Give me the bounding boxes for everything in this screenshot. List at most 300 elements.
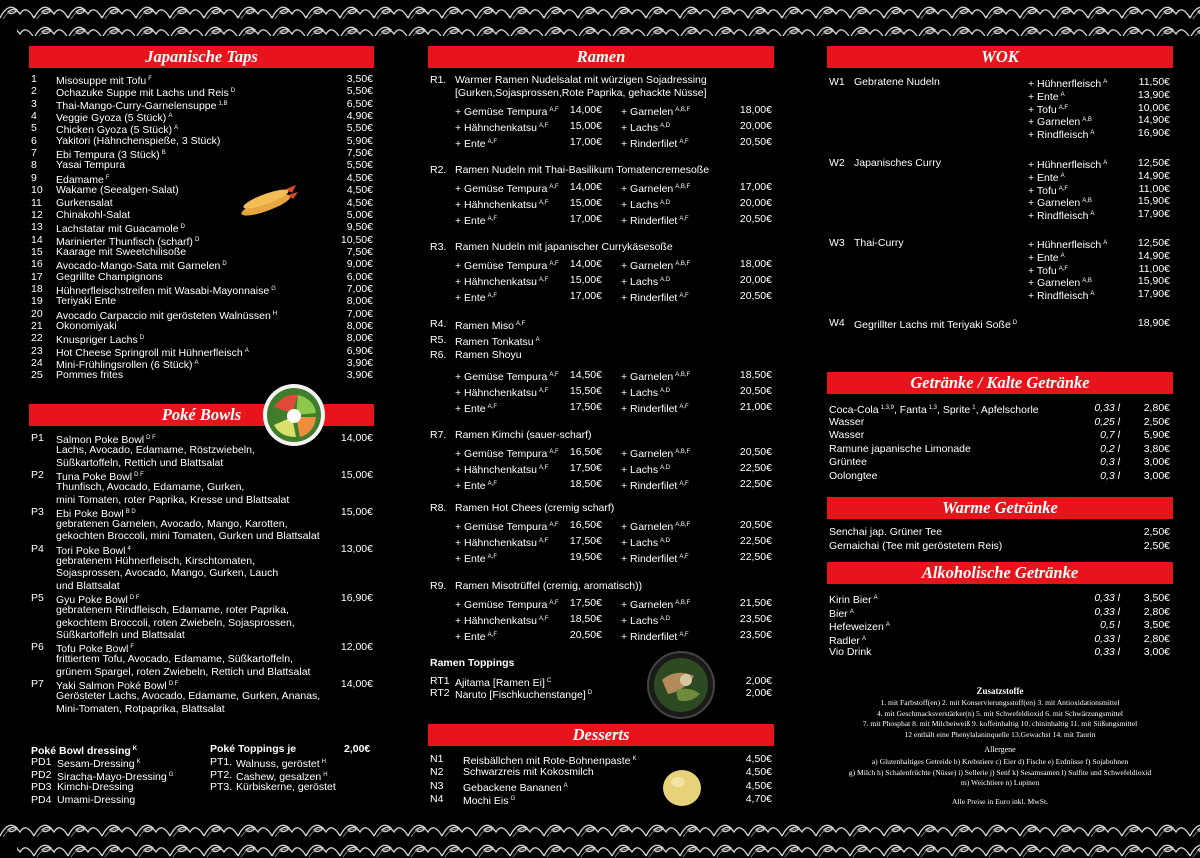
wok-name: Gebratene Nudeln: [854, 76, 940, 88]
zusatzstoffe-title: Zusatzstoffe: [976, 686, 1024, 696]
ramen-option: + Garnelen $^{A,B,F}$: [621, 447, 691, 460]
drink-price: 5,90€: [1143, 429, 1170, 441]
tap-name: Thai-Mango-Curry-Garnelensuppe $^{1,B}$: [56, 99, 228, 112]
toppings-price: 2,00€: [344, 743, 371, 755]
tap-name: Misosuppe mit Tofu $^F$: [56, 75, 152, 87]
section-warme-getraenke: Warme Getränke: [827, 497, 1173, 519]
tap-number: 14: [31, 233, 43, 246]
ramen-option-price: 20,50€: [569, 628, 602, 641]
section-ramen: Ramen: [428, 46, 774, 68]
ramen-option: + Gemüse Tempura $^{A,F}$: [455, 598, 559, 611]
tap-price: 4,50€: [346, 196, 373, 209]
tap-number: 2: [31, 85, 37, 98]
poke-price: 15,00€: [340, 468, 373, 481]
ramen-option-price: 15,00€: [569, 120, 602, 133]
wok-option-price: 10,00€: [1137, 101, 1170, 114]
wok-option-price: 11,00€: [1138, 182, 1170, 195]
ramen-option-price: 17,00€: [739, 181, 772, 193]
ramen-number: R2.: [430, 164, 447, 176]
poke-description: Lachs, Avocado, Edamame, Röstzwiebeln,: [56, 444, 255, 457]
tap-number: 17: [31, 270, 43, 283]
wok-option-price: 12,50€: [1137, 237, 1170, 249]
tap-price: 5,50€: [346, 122, 373, 135]
drink-name: Ramune japanische Limonade: [829, 442, 971, 455]
ramen-name: Ramen Shoyu: [455, 349, 522, 361]
poke-name: Ebi Poke Bowl $^{B D}$: [56, 507, 136, 520]
ramen-option-price: 16,50€: [569, 445, 602, 458]
dessert-number: N4: [430, 792, 444, 805]
ramen-option-price: 19,50€: [569, 550, 602, 563]
ramen-option: + Ente $^{A,F}$: [455, 403, 497, 416]
ramen-number: R5.: [430, 333, 447, 346]
poke-description: Süßkartoffeln und Blattsalat: [56, 628, 185, 641]
tap-name: Mini-Frühlingsrollen (6 Stück) $^A$: [56, 359, 199, 372]
ramen-option: + Rinderfilet $^{A,F}$: [621, 292, 689, 305]
tap-price: 4,90€: [346, 110, 373, 123]
ramen-option: + Garnelen $^{A,B,F}$: [621, 598, 691, 611]
poke-description: frittiertem Tofu, Avocado, Edamame, Süßkartoffeln,: [56, 653, 293, 666]
ramen-option-price: 18,00€: [739, 258, 772, 270]
tap-name: Ebi Tempura (3 Stück) $^B$: [56, 149, 166, 162]
section-japanische-taps: Japanische Taps: [29, 46, 374, 68]
ramen-option: + Gemüse Tempura $^{A,F}$: [455, 371, 559, 383]
tap-number: 11: [31, 196, 42, 209]
ramen-option-price: 20,50€: [739, 213, 772, 226]
allergene-line: a) Glutenhaltiges Getreide b) Krebstiere c) Eier d) Fische e) Erdnüsse f) Sojabohnen: [871, 757, 1129, 766]
ramen-option: + Lachs $^{A,D}$: [621, 122, 671, 135]
tap-name: Yasai Tempura: [56, 159, 126, 172]
wok-option-price: 12,50€: [1137, 157, 1170, 169]
poke-number: P4: [31, 542, 44, 555]
tempura-image: [236, 183, 300, 223]
ramen-option-price: 20,50€: [739, 385, 772, 398]
wok-option-price: 13,90€: [1137, 88, 1170, 101]
tap-price: 6,00€: [346, 270, 373, 283]
drink-price: 2,80€: [1143, 632, 1170, 645]
poke-price: 16,90€: [340, 591, 373, 604]
ramen-option: + Hähnchenkatsu $^{A,F}$: [455, 387, 549, 400]
tap-price: 6,90€: [346, 344, 373, 357]
ramen-option-price: 17,00€: [569, 290, 602, 303]
drink-name: Senchai jap. Grüner Tee: [829, 526, 943, 538]
ramen-number: R1.: [430, 74, 447, 86]
poke-number: P5: [31, 591, 44, 604]
drink-price: 2,50€: [1143, 539, 1170, 552]
wok-option-price: 14,90€: [1137, 249, 1170, 262]
wok-option-price: 11,50€: [1138, 76, 1170, 88]
poke-description: und Blattsalat: [56, 579, 120, 592]
drink-name: Hefeweizen $^A$: [829, 621, 890, 633]
tap-price: 7,50€: [346, 147, 373, 160]
topping-name: Cashew, gesalzen $^H$: [236, 770, 328, 783]
dessert-number: N2: [430, 766, 444, 779]
tap-price: 5,50€: [346, 159, 373, 172]
ramen-option: + Gemüse Tempura $^{A,F}$: [455, 106, 559, 118]
ramen-option: + Rinderfilet $^{A,F}$: [621, 630, 689, 643]
tap-price: 6,50€: [346, 97, 373, 110]
drink-volume: 0,3 l: [1100, 469, 1120, 482]
drink-price: 2,50€: [1143, 526, 1170, 538]
ramen-option-price: 14,50€: [569, 369, 602, 381]
tap-name: Hühnerfleischstreifen mit Wasabi-Mayonnaise $^G$: [56, 284, 276, 297]
drink-name: Gemaichai (Tee mit geröstetem Reis): [829, 539, 1003, 552]
ramen-number: R7.: [430, 429, 447, 441]
dressing-number: PD3: [31, 781, 52, 794]
tap-number: 4: [31, 110, 37, 123]
ramen-option: + Rinderfilet $^{A,F}$: [621, 479, 689, 492]
tap-price: 3,90€: [346, 357, 373, 370]
ramen-topping-name: Ajitama [Ramen Ei] $^C$: [455, 677, 552, 689]
poke-name: Tori Poke Bowl $^4$: [56, 544, 131, 557]
ramen-option-price: 20,00€: [739, 197, 772, 210]
dressing-title-sup: K: [132, 746, 138, 752]
poke-name: Tofu Poke Bowl $^F$: [56, 643, 135, 656]
poke-description: Süßkartoffeln, Rettich und Blattsalat: [56, 456, 224, 469]
tap-price: 10,50€: [340, 233, 373, 246]
tap-price: 5,90€: [346, 134, 373, 147]
dressing-number: PD2: [31, 768, 52, 781]
tap-price: 5,00€: [346, 208, 373, 221]
ramen-option-price: 16,50€: [569, 518, 602, 531]
poke-price: 15,00€: [340, 505, 373, 518]
wave-border-top: [0, 0, 1200, 40]
ramen-option: + Rinderfilet $^{A,F}$: [621, 403, 689, 416]
wok-option: + Rindfleisch $^A$: [1028, 210, 1095, 223]
wok4-sup: D: [1012, 320, 1018, 326]
tap-number: 18: [31, 282, 43, 295]
wok-option-price: 17,90€: [1137, 208, 1170, 221]
drink-volume: 0,33 l: [1094, 402, 1120, 414]
dessert-number: N3: [430, 779, 444, 792]
ramen-option-price: 20,50€: [739, 445, 772, 458]
section-poke-bowls: Poké Bowls: [29, 404, 374, 426]
drink-price: 2,80€: [1143, 402, 1170, 414]
ramen-option-price: 20,00€: [739, 274, 772, 287]
drink-name: Radler $^A$: [829, 634, 866, 647]
tap-name: Pommes frites: [56, 369, 124, 382]
tap-number: 3: [31, 97, 37, 110]
tap-number: 20: [31, 307, 43, 320]
ramen-topping-number: RT1: [430, 675, 450, 687]
dessert-name: Reisbällchen mit Rote-Bohnenpaste $^K$: [463, 755, 637, 767]
tap-name: Chinakohl-Salat: [56, 208, 131, 221]
zusatzstoff-line: 1. mit Farbstoff(en) 2. mit Konservierungsstoff(en) 3. mit Antioxidationsmittel: [880, 698, 1120, 707]
dressing-number: PD1: [31, 756, 52, 768]
dessert-name: Mochi Eis $^G$: [463, 794, 516, 807]
tap-number: 1: [31, 73, 37, 85]
dressing-name: Sesam-Dressing $^K$: [57, 758, 141, 770]
drink-volume: 0,25 l: [1094, 415, 1120, 428]
tap-price: 7,50€: [346, 245, 373, 258]
tap-price: 5,50€: [346, 85, 373, 98]
ramen-option-price: 23,50€: [739, 612, 772, 625]
zusatzstoff-line: 12 enthält eine Phenylalaninquelle 13.Gewachst 14. mit Taurin: [904, 729, 1096, 739]
drink-volume: 0,7 l: [1100, 429, 1120, 441]
tap-name: Lachstatar mit Guacamole $^D$: [56, 223, 185, 236]
ramen-option-price: 20,50€: [739, 290, 772, 303]
poke-name: Gyu Poke Bowl $^{D F}$: [56, 593, 140, 606]
ramen-option-price: 17,50€: [569, 461, 602, 474]
wok-option: + Rindfleisch $^A$: [1028, 290, 1095, 303]
wok4-name: Gegrillter Lachs mit Teriyaki Soße: [854, 319, 1011, 331]
ramen-number: R4.: [430, 318, 447, 330]
dessert-name: Schwarzreis mit Kokosmilch: [463, 766, 594, 779]
ramen-option: + Garnelen $^{A,B,F}$: [621, 183, 691, 195]
drink-volume: 0,33 l: [1094, 632, 1120, 645]
wok-option-price: 14,90€: [1137, 114, 1170, 127]
tap-price: 4,50€: [346, 171, 373, 184]
ramen-option: + Ente $^{A,F}$: [455, 292, 497, 305]
ramen-option-price: 18,00€: [739, 104, 772, 116]
poke-number: P6: [31, 641, 44, 654]
ramen-name: Ramen Hot Chees (cremig scharf): [455, 502, 615, 514]
wok-option-price: 16,90€: [1137, 127, 1170, 140]
poke-number: P2: [31, 468, 44, 481]
tap-number: 7: [31, 147, 37, 160]
tap-name: Okonomiyaki: [56, 320, 117, 332]
ramen-option-price: 18,50€: [569, 477, 602, 490]
ramen-number: R9.: [430, 580, 447, 592]
ramen-option: + Ente $^{A,F}$: [455, 138, 497, 151]
ramen-option: + Garnelen $^{A,B,F}$: [621, 106, 691, 118]
dressing-name: Siracha-Mayo-Dressing $^G$: [57, 770, 174, 783]
ramen-topping-price: 2,00€: [745, 687, 772, 700]
poke-description: gebratenen Garnelen, Avocado, Mango, Karotten,: [56, 518, 288, 531]
ramen-option-price: 14,00€: [569, 181, 602, 193]
dressing-title: Poké Bowl dressing: [31, 745, 131, 757]
dressing-number: PD4: [31, 793, 52, 806]
tap-name: Marinierter Thunfisch (scharf) $^D$: [56, 235, 200, 248]
ramen-option: + Hähnchenkatsu $^{A,F}$: [455, 614, 549, 627]
tap-number: 6: [31, 134, 37, 147]
tap-number: 12: [31, 208, 43, 221]
ramen-topping-name: Naruto [Fischkuchenstange] $^D$: [455, 689, 593, 702]
tap-price: 8,00€: [346, 332, 373, 345]
wok-option-price: 14,90€: [1137, 169, 1170, 182]
drink-price: 2,80€: [1143, 605, 1170, 618]
poke-description: gekochten Broccoli, mini Tomaten, Gurken und Blattsalat: [56, 530, 320, 543]
wok-option: + Tofu $^{A,F}$: [1028, 184, 1069, 197]
drink-volume: 0,33 l: [1094, 592, 1120, 604]
ramen-option: + Hähnchenkatsu $^{A,F}$: [455, 463, 549, 476]
dessert-price: 4,50€: [745, 753, 772, 765]
dessert-number: N1: [430, 753, 444, 765]
drink-price: 3,00€: [1143, 469, 1170, 482]
drink-volume: 0,3 l: [1100, 456, 1120, 468]
poke-description: gebratenem Rindfleisch, Edamame, roter Paprika,: [56, 604, 289, 617]
drink-volume: 0,33 l: [1094, 605, 1120, 618]
ramen-option-price: 22,50€: [739, 477, 772, 490]
tap-name: Hot Cheese Springroll mit Hühnerfleisch $^A$: [56, 346, 249, 359]
tap-number: 24: [31, 357, 43, 370]
ramen-option: + Garnelen $^{A,B,F}$: [621, 371, 691, 383]
tap-name: Gegrillte Champignons: [56, 270, 163, 283]
ramen-option-price: 18,50€: [739, 369, 772, 381]
wok-option: + Hühnerfleisch $^A$: [1028, 239, 1108, 251]
wok-option: + Garnelen $^{A,B}$: [1028, 116, 1092, 129]
ramen-option: + Rinderfilet $^{A,F}$: [621, 215, 689, 228]
drink-price: 3,50€: [1143, 592, 1170, 604]
wok-name: Japanisches Curry: [854, 157, 941, 169]
tap-name: Gurkensalat: [56, 196, 113, 209]
ramen-topping-number: RT2: [430, 687, 450, 700]
tap-name: Kaarage mit Sweetchilisoße: [56, 245, 187, 258]
ramen-number: R6.: [430, 349, 447, 361]
wok-option: + Tofu $^{A,F}$: [1028, 103, 1069, 116]
section-alkoholische-getraenke: Alkoholische Getränke: [827, 562, 1173, 584]
drink-volume: 0,5 l: [1100, 619, 1120, 631]
poke-description: gekochtem Broccoli, roten Zwiebeln, Sojasprossen,: [56, 616, 295, 629]
drink-name: Vio Drink: [829, 646, 872, 658]
toppings-title: Poké Toppings je: [210, 743, 297, 755]
allergene-line: m) Weichtiere n) Lupinen: [960, 778, 1040, 788]
tap-price: 8,00€: [346, 320, 373, 332]
poke-price: 13,00€: [340, 542, 373, 555]
tap-name: Veggie Gyoza (5 Stück) $^A$: [56, 112, 173, 125]
tap-name: Avocado Carpaccio mit gerösteten Walnüssen $^H$: [56, 309, 278, 322]
wok-option: + Garnelen $^{A,B}$: [1028, 277, 1092, 290]
ramen-option-price: 17,00€: [569, 136, 602, 149]
wok-option: + Garnelen $^{A,B}$: [1028, 197, 1092, 210]
zusatzstoff-line: 7. mit Phosphat 8. mit Milcheiweiß 9. koffeinhaltig 10. chininhaltig 11. mit Süßungsmittel: [862, 719, 1138, 729]
poke-name: Salmon Poke Bowl $^{D F}$: [56, 434, 156, 446]
drink-price: 3,00€: [1143, 646, 1170, 658]
wok-name: Thai-Curry: [854, 237, 904, 249]
ramen-option-price: 15,50€: [569, 385, 602, 398]
poke-name: Tuna Poke Bowl $^{D F}$: [56, 470, 144, 483]
ramen-option-price: 17,50€: [569, 534, 602, 547]
mochi-image: [660, 766, 704, 810]
tap-number: 10: [31, 184, 43, 197]
ramen-option-price: 14,00€: [569, 258, 602, 270]
allergene-line: g) Milch h) Schalenfrüchte (Nüsse) i) Sellerie j) Senf k) Sesamsamen l) Sulfite und Schwefeldioxid: [848, 767, 1152, 777]
poke-description: Mini-Tomaten, Rotpaprika, Blattsalat: [56, 702, 225, 715]
wok4-num: W4: [829, 317, 845, 329]
drink-name: Wasser: [829, 415, 865, 428]
tap-price: 9,00€: [346, 258, 373, 271]
poke-description: Gerösteter Lachs, Avocado, Edamame, Gurken, Ananas,: [56, 690, 321, 703]
ramen-option-price: 18,50€: [569, 612, 602, 625]
tap-number: 9: [31, 171, 37, 184]
ramen-option: + Lachs $^{A,D}$: [621, 536, 671, 549]
price-note: Alle Preise in Euro inkl. MwSt.: [952, 797, 1048, 806]
ramen-option: + Rinderfilet $^{A,F}$: [621, 138, 689, 151]
ramen-option-price: 17,00€: [569, 213, 602, 226]
topping-number: PT3.: [210, 781, 233, 794]
ramen-option: + Gemüse Tempura $^{A,F}$: [455, 183, 559, 195]
ramen-option-price: 23,50€: [739, 628, 772, 641]
ramen-option: + Lachs $^{A,D}$: [621, 614, 671, 627]
tap-name: Yakitori (Hähnchenspieße, 3 Stück): [56, 134, 221, 147]
tap-price: 7,00€: [346, 282, 373, 295]
ramen-name: Ramen Miso $^{A,F}$: [455, 320, 526, 332]
wok-number: W3: [829, 237, 845, 249]
tap-price: 9,50€: [346, 221, 373, 234]
ramen-option: + Lachs $^{A,D}$: [621, 463, 671, 476]
dressing-name: Umami-Dressing: [57, 793, 136, 806]
poke-description: grünem Spargel, roten Zwiebeln, Rettich und Blattsalat: [56, 665, 311, 678]
ramen-option-price: 22,50€: [739, 461, 772, 474]
ramen-option-price: 22,50€: [739, 534, 772, 547]
ramen-name: Ramen Nudeln mit Thai-Basilikum Tomatencremesoße: [455, 164, 710, 176]
poke-description: mini Tomaten, roter Paprika, Kresse und Blattsalat: [56, 493, 290, 506]
ramen-option: + Gemüse Tempura $^{A,F}$: [455, 520, 559, 533]
ramen-option: + Hähnchenkatsu $^{A,F}$: [455, 199, 549, 212]
tap-number: 13: [31, 221, 43, 234]
wok-option: + Ente $^A$: [1028, 171, 1065, 184]
topping-name: Kürbiskerne, geröstet: [236, 781, 336, 794]
section-desserts: Desserts: [428, 724, 774, 746]
tap-number: 15: [31, 245, 43, 258]
ramen-option: + Ente $^{A,F}$: [455, 552, 497, 565]
ramen-option: + Gemüse Tempura $^{A,F}$: [455, 260, 559, 272]
dessert-name: Gebackene Bananen $^A$: [463, 781, 568, 794]
tap-price: 4,50€: [346, 184, 373, 197]
drink-name: Coca-Cola $^{1,3,9}$, Fanta $^{1,3}$, Sprite $^1$, Apfelschorle: [829, 404, 1039, 416]
ramen-option: + Garnelen $^{A,B,F}$: [621, 520, 691, 533]
ramen-name: Warmer Ramen Nudelsalat mit würzigen Sojadressing: [455, 74, 707, 86]
dessert-price: 4,50€: [745, 766, 772, 779]
poke-description: Thunfisch, Avocado, Edamame, Gurken,: [56, 481, 245, 494]
drink-name: Wasser: [829, 429, 865, 441]
wok4-price: 18,90€: [1137, 317, 1170, 329]
tap-name: Chicken Gyoza (5 Stück) $^A$: [56, 124, 179, 137]
poke-price: 14,00€: [340, 432, 373, 444]
topping-name: Walnuss, geröstet $^H$: [236, 758, 326, 770]
tap-number: 22: [31, 332, 43, 345]
tap-name: Avocado-Mango-Sata mit Garnelen $^D$: [56, 260, 227, 273]
tap-number: 23: [31, 344, 43, 357]
wok-number: W1: [829, 76, 845, 88]
wok-option: + Hühnerfleisch $^A$: [1028, 78, 1108, 90]
tap-number: 16: [31, 258, 43, 271]
poke-name: Yaki Salmon Poké Bowl $^{D F}$: [56, 680, 179, 692]
wok-option-price: 17,90€: [1137, 288, 1170, 301]
tap-name: Wakame (Seealgen-Salat): [56, 184, 179, 197]
drink-price: 3,00€: [1143, 456, 1170, 468]
ramen-option: + Hähnchenkatsu $^{A,F}$: [455, 276, 549, 289]
wok-option: + Tofu $^{A,F}$: [1028, 264, 1069, 277]
ramen-option-price: 17,50€: [569, 596, 602, 609]
ramen-option-price: 14,00€: [569, 104, 602, 116]
ramen-option: + Hähnchenkatsu $^{A,F}$: [455, 122, 549, 135]
wok-option: + Ente $^A$: [1028, 251, 1065, 264]
tap-name: Teriyaki Ente: [56, 295, 117, 308]
drink-price: 2,50€: [1143, 415, 1170, 428]
tap-number: 21: [31, 320, 43, 332]
ramen-option-price: 21,50€: [739, 596, 772, 609]
drink-volume: 0,33 l: [1094, 646, 1120, 658]
section-wok: WOK: [827, 46, 1173, 68]
tap-price: 3,90€: [346, 369, 373, 382]
ramen-number: R8.: [430, 502, 447, 514]
drink-name: Oolongtee: [829, 469, 878, 482]
ramen-option: + Gemüse Tempura $^{A,F}$: [455, 447, 559, 460]
topping-number: PT1.: [210, 756, 233, 768]
poke-price: 14,00€: [340, 678, 373, 690]
wok-option: + Hühnerfleisch $^A$: [1028, 159, 1108, 171]
ramen-option: + Ente $^{A,F}$: [455, 215, 497, 228]
poke-description: gebratenem Hühnerfleisch, Kirschtomaten,: [56, 555, 256, 567]
drink-price: 3,80€: [1143, 442, 1170, 455]
wok-option-price: 15,90€: [1137, 275, 1170, 288]
ramen-option: + Lachs $^{A,D}$: [621, 387, 671, 400]
tap-price: 3,50€: [346, 73, 373, 85]
allergene-title: Allergene: [984, 745, 1016, 754]
tap-name: Knuspriger Lachs $^D$: [56, 334, 145, 347]
ramen-option-price: 20,50€: [739, 136, 772, 149]
ramen-option: + Lachs $^{A,D}$: [621, 199, 671, 212]
